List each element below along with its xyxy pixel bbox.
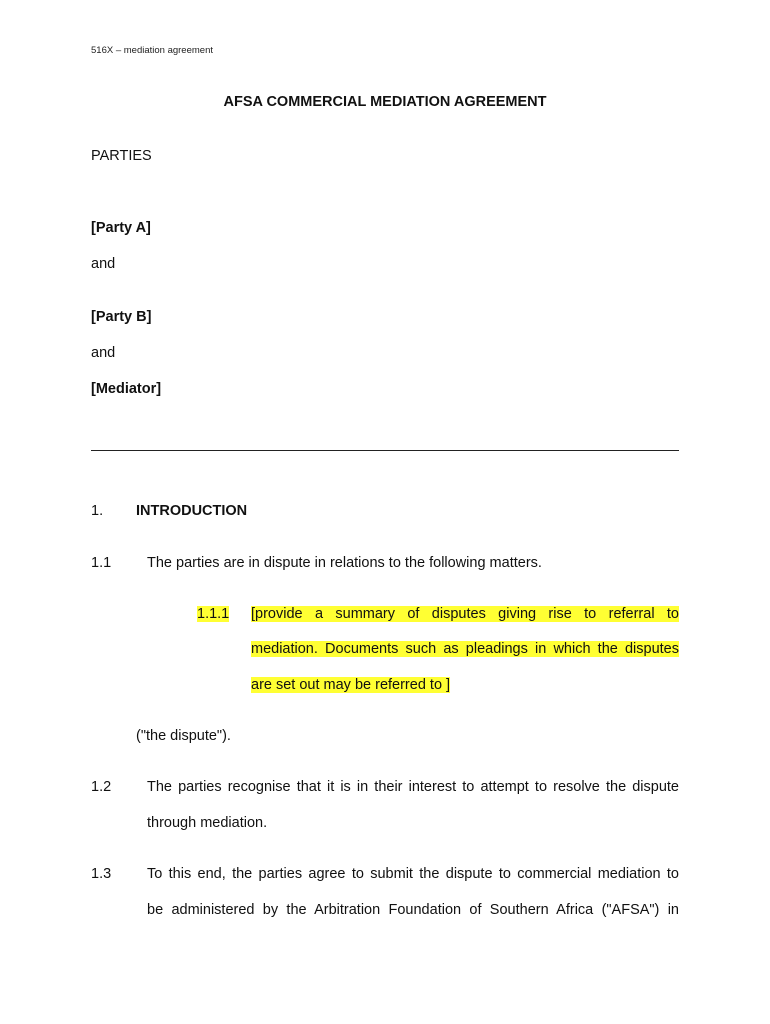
clause-1-1-text: The parties are in dispute in relations to the following matters. [147,555,542,571]
clause-1-1-1-line-2-text: mediation. Documents such as pleadings in which the disputes [251,641,679,657]
party-a: [Party A] [91,220,151,236]
clause-1-1-1-line-3 [251,674,679,696]
header-reference: 516X – mediation agreement [91,45,213,56]
clause-1-3-line-2: be administered by the Arbitration Foundation of Southern Africa ("AFSA") in [147,902,679,918]
parties-heading: PARTIES [91,148,152,164]
clause-1-1-1-line-3-text: are set out may be referred to ] [251,677,451,693]
clause-1-3-line-1: To this end, the parties agree to submit the dispute to commercial mediation to [147,866,679,882]
clause-1-3-number: 1.3 [91,866,112,882]
and-connector-2: and [91,345,116,361]
section-1-number: 1. [91,503,104,519]
clause-1-1-1-number [197,603,229,625]
clause-1-1-1-line-2 [251,638,679,660]
clause-1-1-1-line-1 [251,603,679,625]
separator-rule [91,450,679,451]
section-1-heading: INTRODUCTION [136,503,248,519]
clause-1-2-line-1: The parties recognise that it is in their interest to attempt to resolve the dispute [147,779,679,795]
the-dispute-definition: ("the dispute"). [136,728,231,744]
clause-1-2-line-2: through mediation. [147,815,268,831]
clause-1-2-number: 1.2 [91,779,112,795]
party-b: [Party B] [91,309,152,325]
clause-1-1-number: 1.1 [91,555,112,571]
document-title: AFSA COMMERCIAL MEDIATION AGREEMENT [223,94,547,110]
clause-1-1-1-line-1-text: [provide a summary of disputes giving rise to referral to [251,606,679,622]
and-connector-1: and [91,256,116,272]
mediator: [Mediator] [91,381,162,397]
clause-1-1-1-number-text: 1.1.1 [197,606,230,622]
